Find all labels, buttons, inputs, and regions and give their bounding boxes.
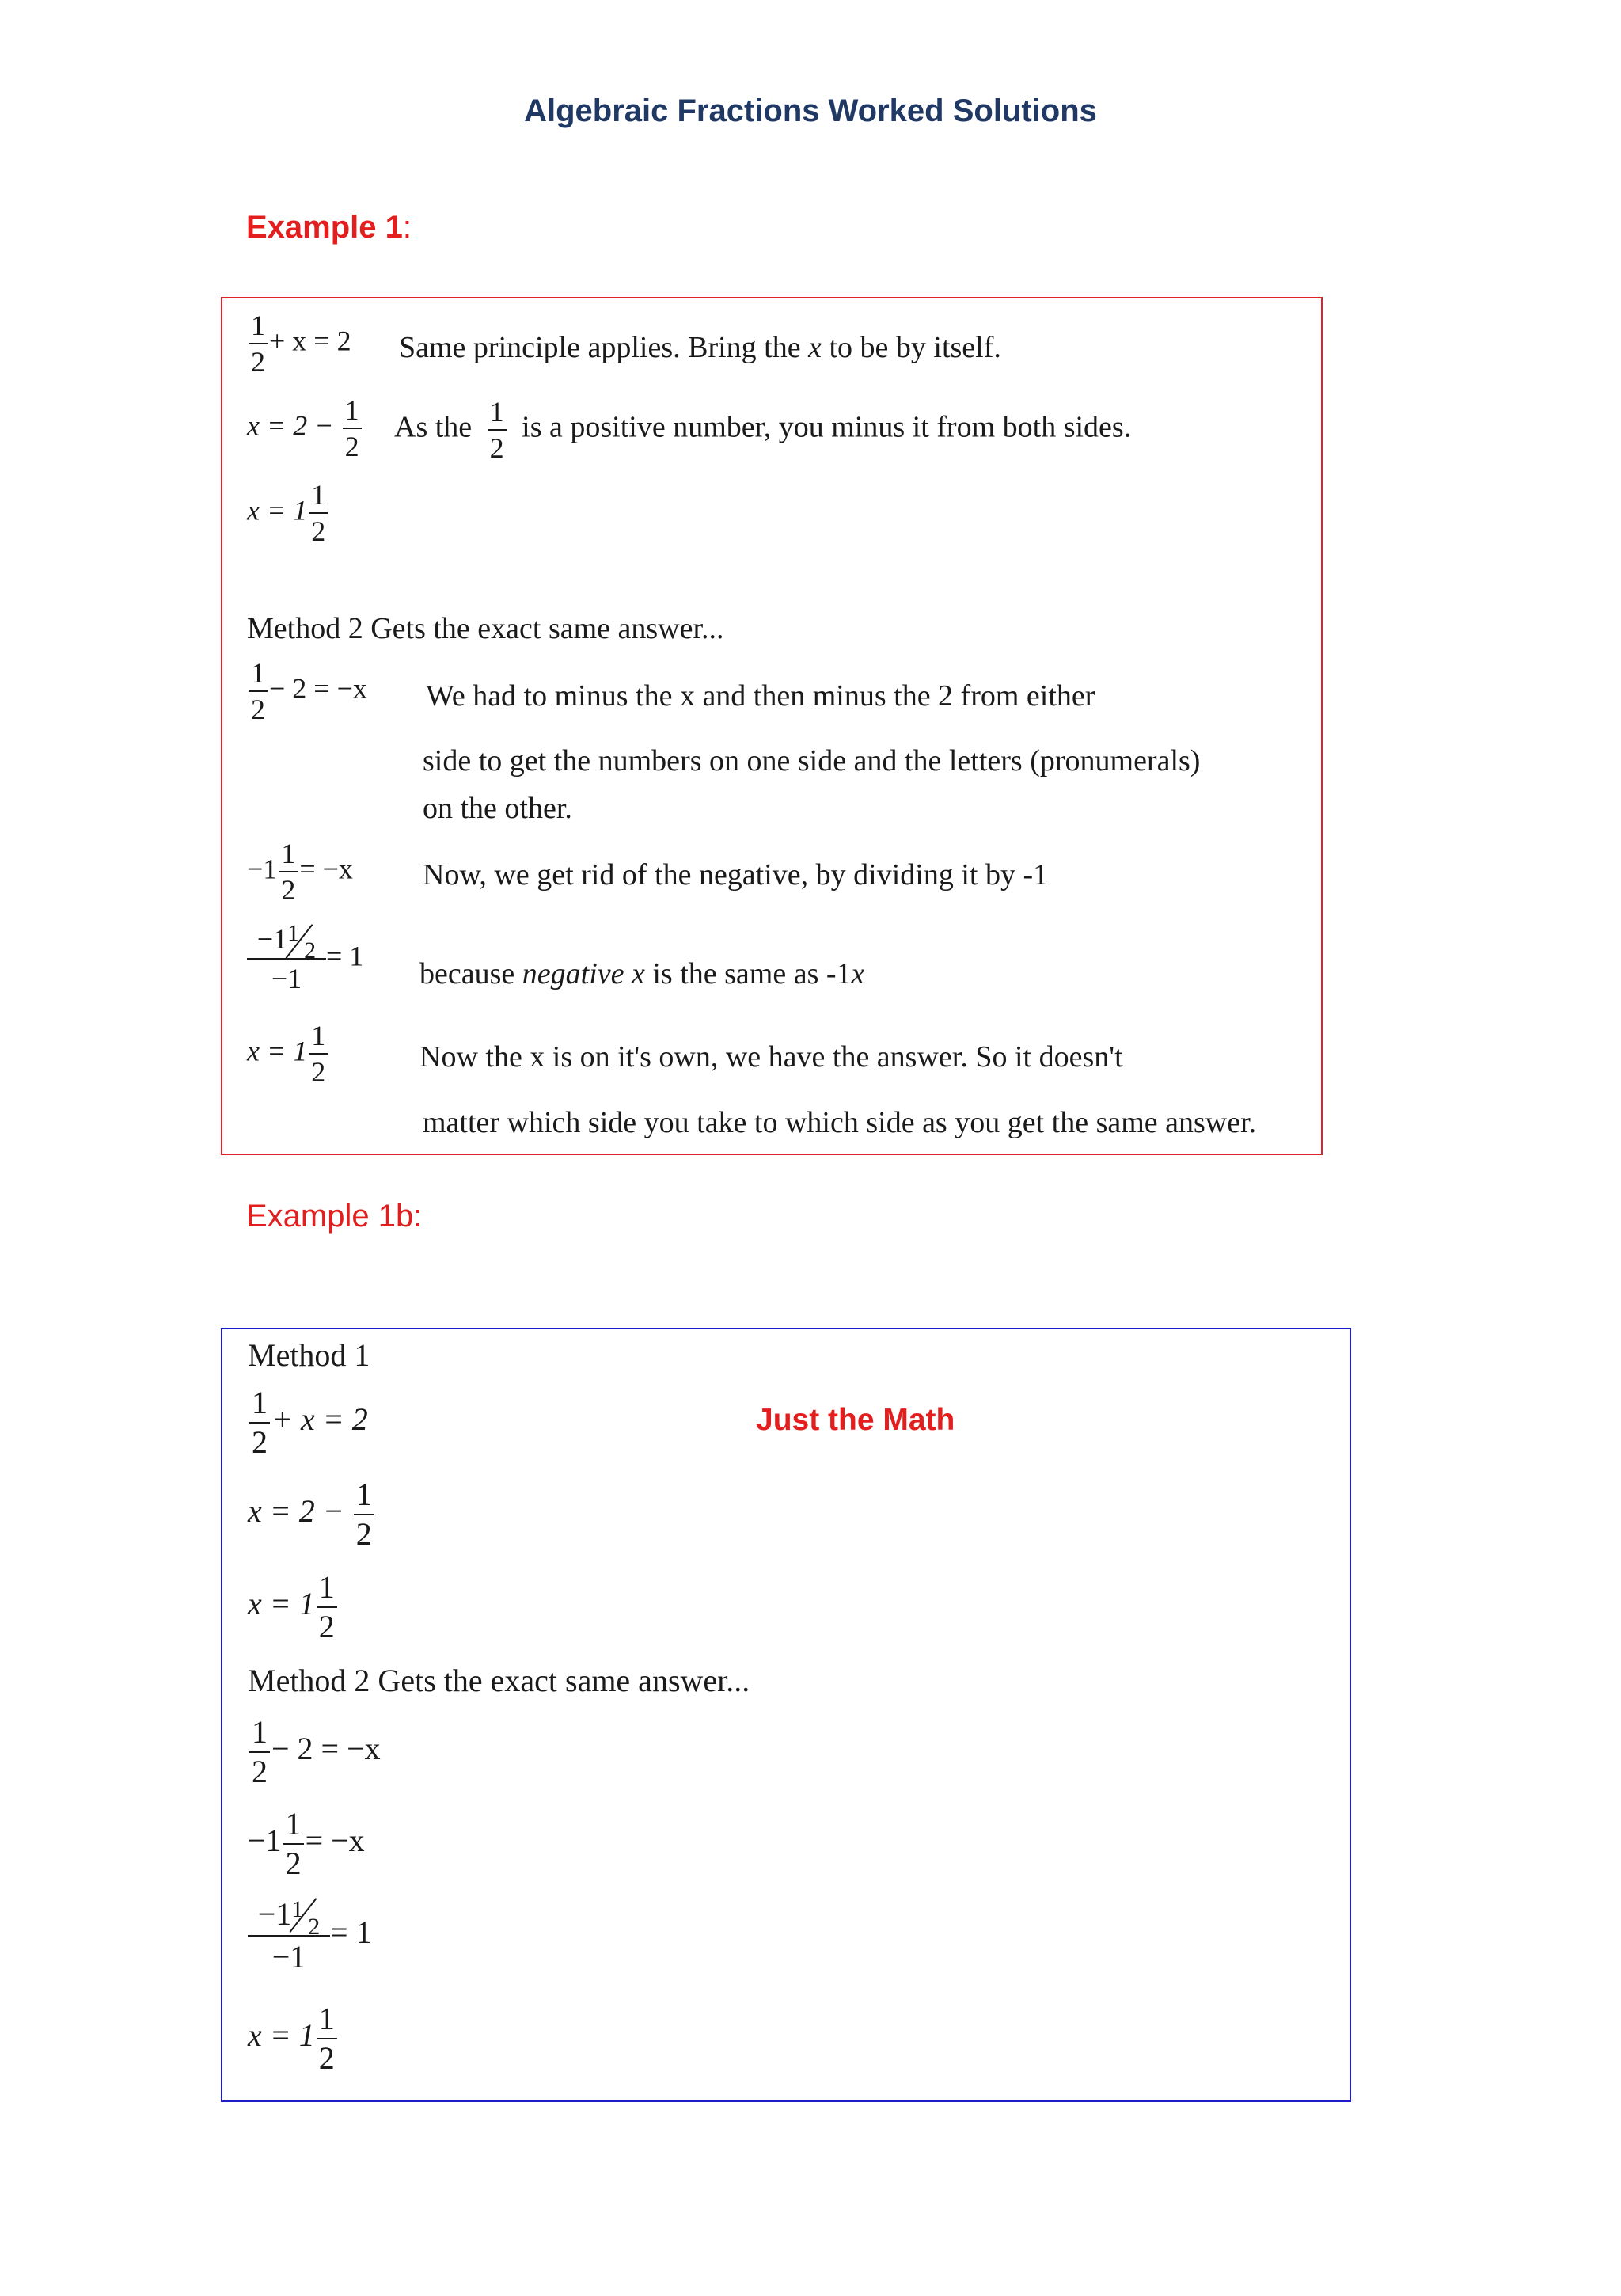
fraction-numerator: 1 <box>318 2001 335 2036</box>
ex1b-method1-heading: Method 1 <box>248 1337 370 1373</box>
fraction-half <box>283 1808 304 1880</box>
ex1-eq2 <box>247 396 363 461</box>
fraction-half <box>249 1387 270 1458</box>
fraction-numerator: 1 <box>251 657 265 689</box>
ex1-note2-b: is a positive number, you minus it from both sides. <box>522 410 1132 444</box>
stacked-numerator-text: −1 <box>256 923 288 955</box>
fraction-half <box>317 2003 337 2074</box>
ex1-m2-eq3-rhs: = 1 <box>326 940 364 972</box>
ex1-note2-a: As the <box>394 410 473 444</box>
fraction-denominator: 2 <box>344 431 359 462</box>
ex1-m2-note2: side to get the numbers on one side and the letters (pronumerals) <box>423 744 1201 777</box>
ex1-eq2-lhs: x = 2 − <box>247 409 334 442</box>
example1-heading-text: Example 1 <box>246 210 403 245</box>
ex1b-m2-eq1-rest: − 2 = −x <box>271 1731 381 1767</box>
ex1-m2-note5 <box>419 956 864 991</box>
ex1-m2-note5-a: because <box>419 957 522 990</box>
ex1-m2-eq1 <box>247 659 367 724</box>
fraction-half <box>309 481 328 545</box>
fraction-numerator: 1 <box>318 1569 335 1605</box>
fraction-half <box>249 659 268 724</box>
fraction-numerator: 1 <box>281 838 296 869</box>
ex1-m2-eq3 <box>247 920 364 994</box>
fraction-bar <box>249 1751 270 1753</box>
ex1-note1 <box>399 330 1001 365</box>
fraction-denominator: 2 <box>252 1754 268 1789</box>
ex1-m2-note5-b: is the same as -1 <box>644 957 852 990</box>
stacked-numerator <box>257 1896 321 1940</box>
example1-heading <box>246 210 412 245</box>
ex1b-method2-heading: Method 2 Gets the exact same answer... <box>248 1663 750 1698</box>
fraction-bar <box>317 2038 337 2039</box>
fraction-denominator: 2 <box>311 515 326 547</box>
fraction-bar <box>249 1422 270 1424</box>
ex1b-m2-eq2-rhs: = −x <box>305 1823 365 1859</box>
cancelled-half <box>287 920 317 964</box>
fraction-denominator: 2 <box>285 1846 302 1881</box>
ex1-m2-note1: We had to minus the x and then minus the 2 from either <box>426 679 1095 713</box>
fraction-half <box>249 1716 270 1788</box>
ex1b-m2-eq2-lhs: −1 <box>248 1823 282 1859</box>
fraction-denominator: 2 <box>251 346 265 378</box>
ex1b-m2-eq1 <box>248 1716 381 1788</box>
stacked-fraction <box>248 1896 330 1975</box>
ex1-eq3-lhs: x = 1 <box>247 494 308 526</box>
fraction-bar <box>279 871 298 872</box>
fraction-denominator: 2 <box>355 1516 372 1552</box>
ex1-m2-note5-italic: negative x <box>522 957 645 990</box>
ex1-m2-note4: Now, we get rid of the negative, by dividing it by -1 <box>423 858 1049 891</box>
fraction-denominator: 2 <box>489 432 504 464</box>
fraction-half <box>249 311 268 376</box>
ex1-m2-eq2-rhs: = −x <box>299 853 353 885</box>
fraction-half <box>488 397 507 462</box>
ex1b-eq1 <box>248 1387 368 1458</box>
fraction-denominator: 2 <box>318 2040 335 2076</box>
example1-heading-colon: : <box>402 210 412 245</box>
fraction-bar <box>309 1053 328 1055</box>
cancelled-half-top: 1 <box>291 1896 304 1922</box>
fraction-bar <box>249 690 268 692</box>
fraction-bar <box>317 1606 337 1608</box>
ex1-m2-note3: on the other. <box>423 792 572 825</box>
cancelled-half-top: 1 <box>287 920 300 946</box>
fraction-bar <box>488 429 507 431</box>
example1b-heading: Example 1b: <box>246 1199 423 1234</box>
ex1-m2-note6: Now the x is on it's own, we have the answer. So it doesn't <box>419 1040 1123 1074</box>
ex1b-eq1-rest: + x = 2 <box>271 1401 368 1438</box>
stacked-numerator <box>256 920 317 964</box>
cancelled-half <box>291 1896 321 1940</box>
ex1-m2-eq1-rest: − 2 = −x <box>269 672 367 705</box>
fraction-numerator: 1 <box>489 396 504 428</box>
fraction-half <box>354 1479 374 1550</box>
ex1-eq3 <box>247 481 329 545</box>
fraction-half <box>279 839 298 904</box>
ex1b-eq2-lhs: x = 2 − <box>248 1493 344 1530</box>
fraction-half <box>309 1021 328 1086</box>
fraction-numerator: 1 <box>355 1477 372 1512</box>
ex1-eq1-rest: + x = 2 <box>269 325 351 357</box>
fraction-numerator: 1 <box>252 1385 268 1420</box>
fraction-bar <box>283 1843 304 1845</box>
ex1b-eq3 <box>248 1569 339 1644</box>
fraction-bar <box>249 343 268 344</box>
cancelled-half-bottom: 2 <box>308 1914 321 1940</box>
fraction-denominator: 2 <box>251 694 265 725</box>
ex1-m2-eq2 <box>247 839 353 904</box>
ex1b-m2-eq3 <box>248 1896 372 1975</box>
cancelled-half-bottom: 2 <box>304 937 317 964</box>
fraction-numerator: 1 <box>344 394 359 426</box>
ex1b-eq3-lhs: x = 1 <box>248 1586 315 1622</box>
fraction-half <box>317 1569 337 1644</box>
ex1b-m2-eq4 <box>248 2003 339 2074</box>
ex1-eq1 <box>247 311 351 376</box>
ex1-method2-heading: Method 2 Gets the exact same answer... <box>247 612 724 645</box>
fraction-denominator: 2 <box>311 1056 326 1088</box>
ex1-m2-note5-x: x <box>851 957 865 990</box>
ex1b-m2-eq3-rhs: = 1 <box>330 1914 372 1951</box>
stacked-fraction <box>247 920 326 994</box>
fraction-denominator: 2 <box>252 1424 268 1460</box>
ex1-m2-eq2-lhs: −1 <box>247 853 278 885</box>
ex1b-m2-eq4-lhs: x = 1 <box>248 2017 315 2054</box>
example1b-box <box>221 1328 1351 2102</box>
stacked-numerator-text: −1 <box>257 1896 292 1932</box>
stacked-denominator: −1 <box>271 963 302 994</box>
ex1b-m2-eq2 <box>248 1808 365 1880</box>
fraction-numerator: 1 <box>252 1714 268 1750</box>
fraction-half <box>343 396 362 461</box>
fraction-numerator: 1 <box>285 1806 302 1842</box>
fraction-bar <box>343 428 362 429</box>
ex1-note1-x: x <box>808 331 822 364</box>
just-the-math-label: Just the Math <box>756 1403 955 1437</box>
ex1b-eq2 <box>248 1479 376 1550</box>
fraction-denominator: 2 <box>318 1609 335 1644</box>
fraction-bar <box>354 1514 374 1515</box>
ex1-note1-b: to be by itself. <box>821 331 1001 364</box>
stacked-denominator: −1 <box>271 1939 306 1975</box>
page-title: Algebraic Fractions Worked Solutions <box>524 93 1097 128</box>
fraction-denominator: 2 <box>281 874 296 906</box>
ex1-note2 <box>394 397 1131 462</box>
fraction-numerator: 1 <box>251 310 265 341</box>
ex1-m2-eq4-lhs: x = 1 <box>247 1035 308 1067</box>
ex1-note1-a: Same principle applies. Bring the <box>399 331 809 364</box>
fraction-bar <box>309 512 328 514</box>
ex1-m2-note7: matter which side you take to which side as you get the same answer. <box>423 1106 1257 1139</box>
ex1-m2-eq4 <box>247 1021 329 1086</box>
fraction-numerator: 1 <box>311 1020 326 1051</box>
fraction-numerator: 1 <box>311 479 326 511</box>
